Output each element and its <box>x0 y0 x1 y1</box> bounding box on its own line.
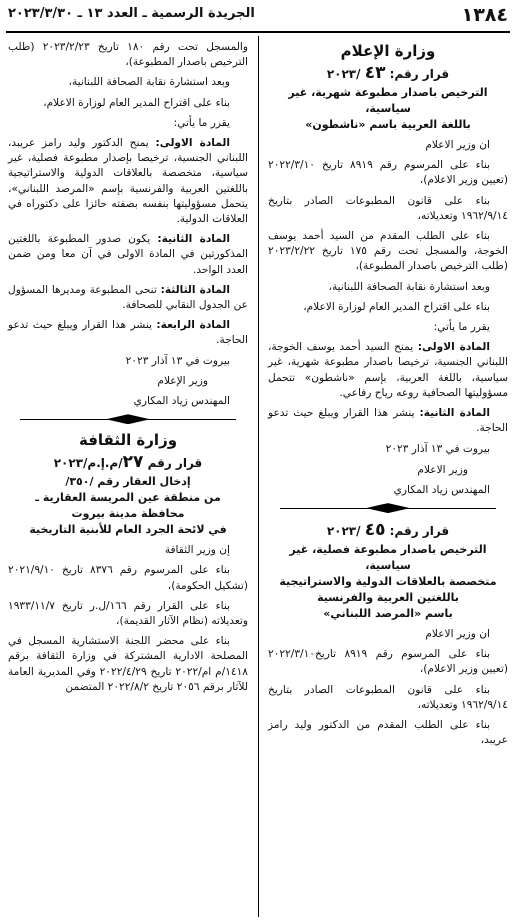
paragraph: بناء على المرسوم رقم ٨٣٧٦ تاريخ ٢٠٢١/٩/١٠ (تشكيل الحكومة)، <box>8 564 248 592</box>
paragraph: ان وزير الاعلام <box>425 628 490 641</box>
paragraph: يقرر ما يأتي: <box>173 116 230 129</box>
article: المادة الثالثة: تنحى المطبوعة ومديرها المسؤول عن الجدول النقابي للصحافة. <box>8 283 248 312</box>
paragraph: إن وزير الثقافة <box>164 544 230 557</box>
paragraph: بناء على الطلب المقدم من الدكتور وليد رامز عريبد، <box>268 719 508 747</box>
header-rule <box>6 31 510 33</box>
article: المادة الرابعة: ينشر هذا القرار ويبلغ حيث تدعو الحاجة. <box>8 319 248 347</box>
paragraph: بناء على القرار رقم ١٦٦/ل.ر تاريخ ١٩٣٣/١١/٧ وتعديلاته (نظام الآثار القديمة)، <box>8 599 248 628</box>
paragraph: يقرر ما يأتي: <box>433 321 490 334</box>
page-header <box>6 4 510 30</box>
signature-name: المهندس زياد المكاري <box>393 483 490 496</box>
right-column <box>268 40 508 753</box>
section-separator <box>280 504 496 514</box>
paragraph: بناء على اقتراح المدير العام لوزارة الاعلام، <box>303 300 490 313</box>
page-number: ١٣٨٤ <box>461 4 508 26</box>
decision-number: قرار رقم ٢٧/م.إ.م/٢٠٢٣ <box>53 452 203 473</box>
signature-name: المهندس زياد المكاري <box>133 395 230 408</box>
paragraph: بناء على قانون المطبوعات الصادر بتاريخ ١٩٦٢/٩/١٤ وتعديلاته، <box>268 194 508 222</box>
paragraph: وبعد استشارة نقابة الصحافة اللبنانية، <box>68 76 230 89</box>
paragraph: بناء على المرسوم رقم ٨٩١٩ تاريخ ٢٠٢٢/٣/١٠ (تعيين وزير الاعلام)، <box>268 159 508 187</box>
paragraph: والمسجل تحت رقم ١٨٠ تاريخ ٢٠٢٣/٢/٢٣ (طلب الترخيص باصدار المطبوعة)، <box>8 41 248 69</box>
signature-title: وزير الإعلام <box>157 374 208 387</box>
decision-subject: الترخيص باصدار مطبوعة شهرية، غير سياسية، باللغة العربية باسم «ناشطون» <box>288 86 488 131</box>
decision-number: قرار رقم: ٤٥ /٢٠٢٣ <box>326 520 450 541</box>
paragraph: بناء على محضر اللجنة الاستشارية المسجل في المصلحة الادارية المشتركة في وزارة الثقافة برقم ١٤١٨/م ام/٢٠٢٢ تاريخ ٢٠٢٢/٤/٢٩ وفي المديرية العامة للآثار برقم ٢٠٥٦ تاريخ ٢٠٢٢/٨/٢ المتضمن <box>8 635 248 693</box>
paragraph: ان وزير الاعلام <box>425 139 490 151</box>
publication-info: الجريدة الرسمية ـ العدد ١٣ ـ ٢٠٢٣/٣/٣٠ <box>8 6 255 21</box>
article: المادة الثانية: يكون صدور المطبوعة باللغتين المذكورتين في المادة الاولى في آن معا ومن ضمن العدد الواحد. <box>8 233 248 276</box>
paragraph: وبعد استشارة نقابة الصحافة اللبنانية، <box>328 280 490 293</box>
ministry-heading: وزارة الثقافة <box>78 431 178 450</box>
section-separator <box>20 415 236 425</box>
article: المادة الاولى: يمنح السيد أحمد يوسف الخوجة، اللبناني الجنسية، ترخيصا باصدار مطبوعة شهرية، غير سياسية، باللغة العربية، بإسم «ناشطون» تتحمل مسؤوليتها الصحافية روعه رياح رفاعي. <box>268 341 508 399</box>
left-column <box>8 40 248 700</box>
ministry-heading: وزارة الإعلام <box>340 42 436 60</box>
paragraph: بناء على اقتراح المدير العام لوزارة الاعلام، <box>43 96 230 109</box>
date-line: بيروت في ١٣ آذار ٢٠٢٣ <box>385 443 490 456</box>
article: المادة الاولى: يمنح الدكتور وليد رامز عريبد، اللبناني الجنسية، ترخيصا بإصدار مطبوعة فصلية، غير سياسية، متخصصة بالعلاقات الدولية والاستراتيجية باللغتين العربية والفرنسية بإسم «المرصد اللبناني»، يتحمل مسؤوليتها بنفسه بصفته حائزا على دكتوراه في العلاقات الدولية. <box>8 137 248 226</box>
column-divider <box>258 36 259 917</box>
decision-subject: إدخال العقار رقم /٣٥٠/ من منطقة عين المريسة العقارية ـ محافظة مدينة بيروت في لائحة الجرد العام للأبنية التاريخية <box>29 475 227 537</box>
paragraph: بناء على الطلب المقدم من السيد أحمد يوسف الخوجة، والمسجل تحت رقم ١٧٥ تاريخ ٢٠٢٣/٢/٢٢ (طلب الترخيص باصدار المطبوعة)، <box>268 230 508 273</box>
decision-number: قرار رقم: ٤٣ /٢٠٢٣ <box>326 63 450 83</box>
signature-title: وزير الاعلام <box>417 463 468 476</box>
paragraph: بناء على المرسوم رقم ٨٩١٩ تاريخ٢٠٢٢/٣/١٠ (تعيين وزير الاعلام)، <box>268 648 508 676</box>
date-line: بيروت في ١٣ آذار ٢٠٢٣ <box>125 354 230 367</box>
decision-subject: الترخيص باصدار مطبوعة فصلية، غير سياسية، متخصصة بالعلاقات الدولية والاستراتيجية باللغتين العربية والفرنسية باسم «المرصد اللبناني» <box>279 543 497 621</box>
paragraph: بناء على قانون المطبوعات الصادر بتاريخ ١٩٦٢/٩/١٤ وتعديلاته، <box>268 683 508 711</box>
article: المادة الثانية: ينشر هذا القرار ويبلغ حيث تدعو الحاجة. <box>268 407 508 435</box>
